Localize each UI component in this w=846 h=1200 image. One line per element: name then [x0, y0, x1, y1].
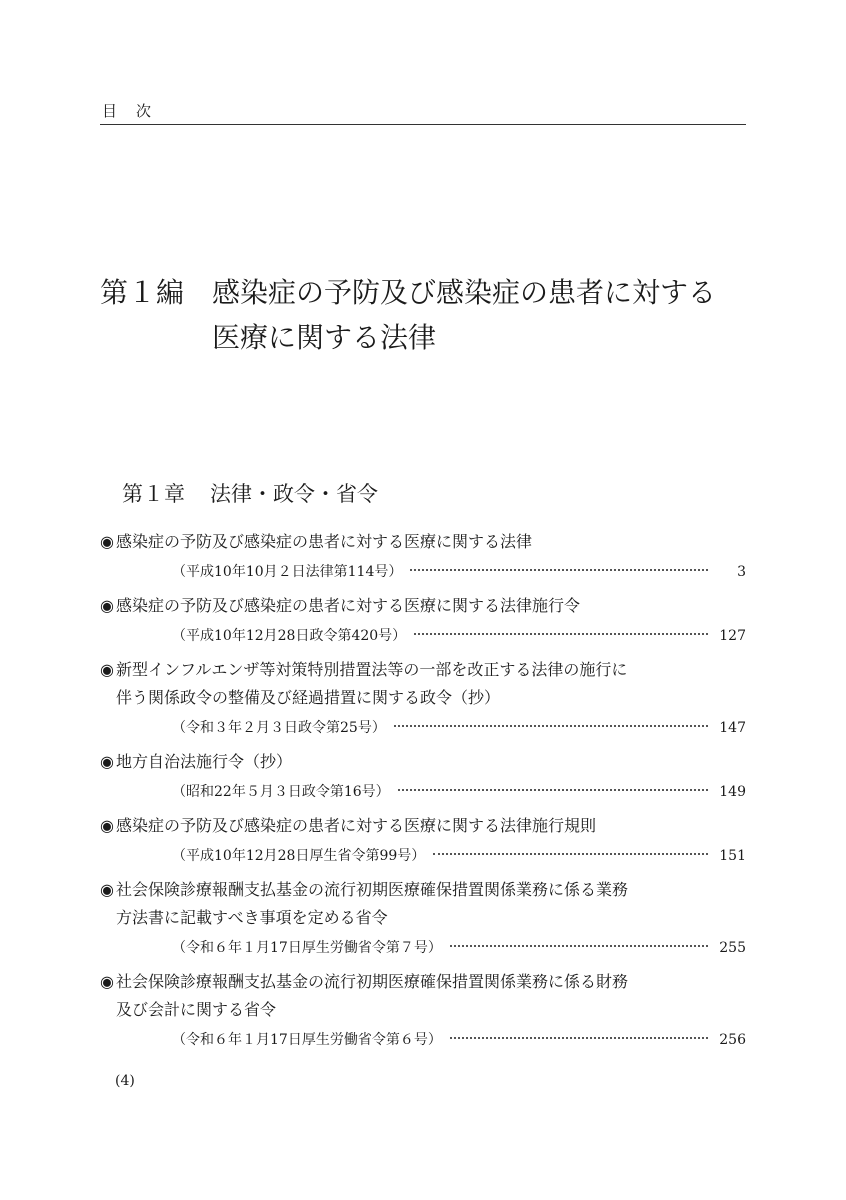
toc-entry-title-text: 感染症の予防及び感染症の患者に対する医療に関する法律施行規則: [116, 816, 597, 835]
dot-leader: [414, 633, 708, 635]
running-header: [100, 98, 746, 125]
toc-entry-page-number[interactable]: 151: [719, 848, 746, 864]
toc-entry-title: [100, 904, 746, 932]
toc-entry-reference: [172, 712, 746, 744]
toc-entry-page-number[interactable]: 256: [719, 1032, 746, 1048]
toc-entry[interactable]: [100, 748, 746, 808]
toc-entry-title: [100, 528, 746, 556]
bullet-icon: ◉: [100, 972, 114, 991]
bullet-icon: ◉: [100, 532, 114, 551]
dot-leader: [410, 569, 708, 571]
toc-entry-title: [100, 748, 746, 776]
toc-entry-title: [100, 592, 746, 620]
toc-entry-page-number[interactable]: 3: [737, 564, 746, 580]
toc-entry-citation: （昭和22年５月３日政令第16号）: [172, 784, 390, 800]
toc-entry-citation: （平成10年12月28日政令第420号）: [172, 628, 407, 644]
table-of-contents: [100, 528, 746, 1060]
toc-entry[interactable]: [100, 656, 746, 744]
toc-entry-title-text: 地方自治法施行令（抄）: [116, 752, 293, 771]
dot-leader: [450, 945, 708, 947]
dot-leader: [450, 1037, 708, 1039]
toc-entry-title-text: 伴う関係政令の整備及び経過措置に関する政令（抄）: [116, 688, 501, 707]
toc-entry-page-number[interactable]: 149: [719, 784, 746, 800]
bullet-icon: ◉: [100, 880, 114, 899]
toc-entry-citation: （平成10年12月28日厚生省令第99号）: [172, 848, 426, 864]
toc-entry-title-text: 方法書に記載すべき事項を定める省令: [116, 908, 388, 927]
toc-entry-reference: [172, 840, 746, 872]
toc-entry-title-text: 社会保険診療報酬支払基金の流行初期医療確保措置関係業務に係る財務: [116, 972, 629, 991]
dot-leader: [394, 725, 708, 727]
toc-entry-title: [100, 656, 746, 684]
bullet-icon: ◉: [100, 660, 114, 679]
chapter-number: 第１章: [122, 482, 185, 506]
toc-entry-reference: [172, 932, 746, 964]
toc-entry-title-text: 及び会計に関する省令: [116, 1000, 277, 1019]
toc-entry[interactable]: [100, 812, 746, 872]
part-title-line: 医療に関する法律: [212, 321, 437, 354]
toc-entry[interactable]: [100, 876, 746, 964]
toc-entry-title: [100, 876, 746, 904]
bullet-icon: ◉: [100, 752, 114, 771]
toc-entry-title: [100, 996, 746, 1024]
part-title-line: 感染症の予防及び感染症の患者に対する: [212, 276, 717, 309]
toc-entry-title-text: 感染症の予防及び感染症の患者に対する医療に関する法律: [116, 532, 533, 551]
chapter-heading: [122, 478, 378, 508]
toc-entry-citation: （令和６年１月17日厚生労働省令第７号）: [172, 940, 442, 956]
toc-entry-page-number[interactable]: 255: [719, 940, 746, 956]
bullet-icon: ◉: [100, 816, 114, 835]
page-number: (4): [115, 1073, 135, 1089]
toc-entry-title-text: 感染症の予防及び感染症の患者に対する医療に関する法律施行令: [116, 596, 581, 615]
toc-entry-page-number[interactable]: 127: [719, 628, 746, 644]
toc-entry-citation: （令和６年１月17日厚生労働省令第６号）: [172, 1032, 442, 1048]
toc-entry[interactable]: [100, 968, 746, 1056]
part-number: 第１編: [100, 276, 185, 309]
chapter-title: 法律・政令・省令: [210, 482, 378, 506]
toc-entry-title-text: 新型インフルエンザ等対策特別措置法等の一部を改正する法律の施行に: [116, 660, 628, 679]
toc-entry-title: [100, 812, 746, 840]
toc-entry-citation: （平成10年10月２日法律第114号）: [172, 564, 403, 580]
toc-entry-title: [100, 968, 746, 996]
dot-leader: [433, 853, 708, 855]
dot-leader: [398, 789, 708, 791]
toc-entry[interactable]: [100, 528, 746, 588]
toc-entry-reference: [172, 1024, 746, 1056]
toc-entry-page-number[interactable]: 147: [719, 720, 746, 736]
toc-entry-reference: [172, 620, 746, 652]
header-label: 目 次: [102, 102, 154, 120]
bullet-icon: ◉: [100, 596, 114, 615]
toc-entry-title: [100, 684, 746, 712]
toc-entry-title-text: 社会保険診療報酬支払基金の流行初期医療確保措置関係業務に係る業務: [116, 880, 629, 899]
toc-entry-reference: [172, 776, 746, 808]
toc-entry-citation: （令和３年２月３日政令第25号）: [172, 720, 386, 736]
part-title: [212, 270, 812, 360]
toc-entry[interactable]: [100, 592, 746, 652]
toc-entry-reference: [172, 556, 746, 588]
